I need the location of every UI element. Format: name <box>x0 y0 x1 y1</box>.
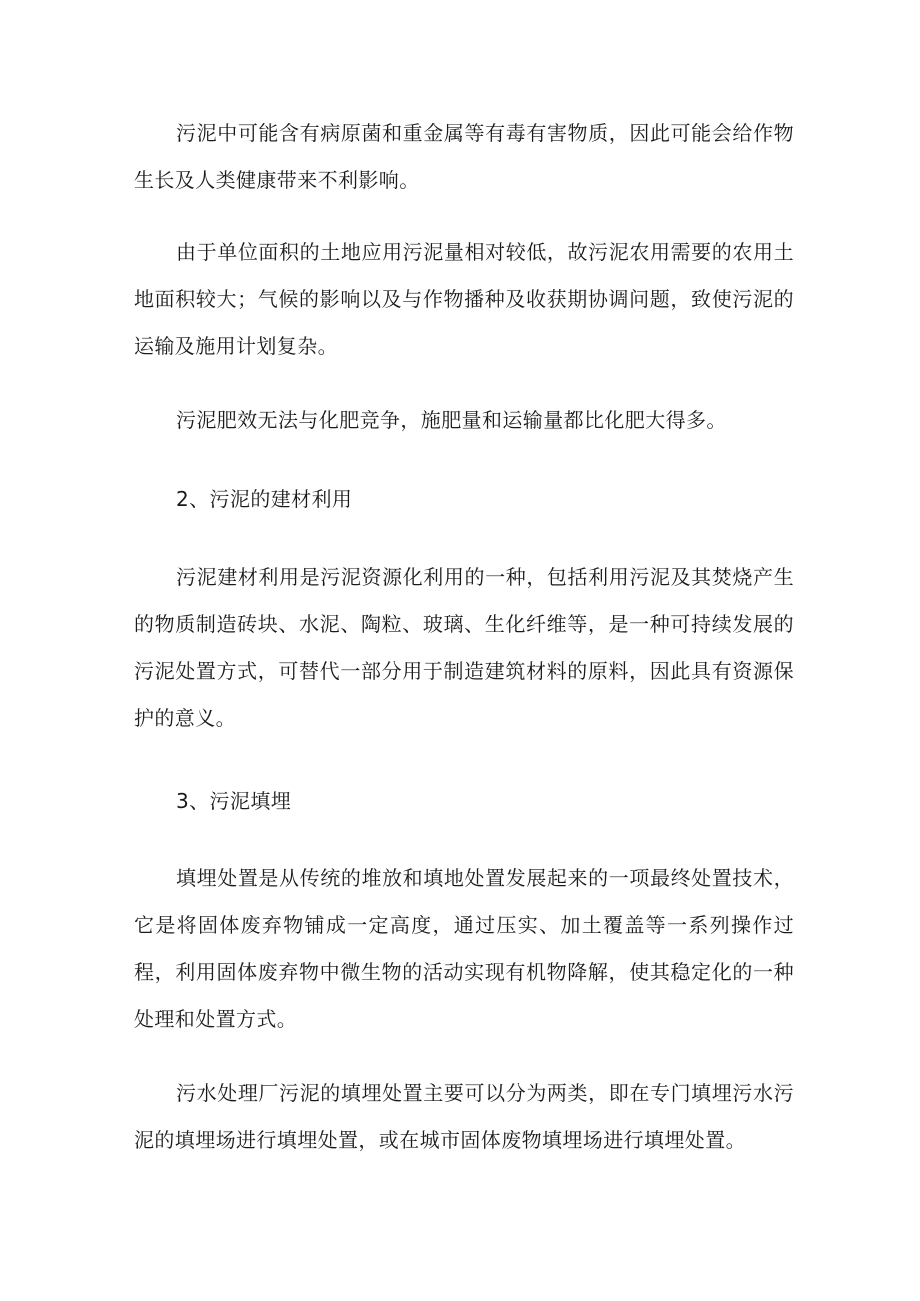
paragraph-building-materials: 污泥建材利用是污泥资源化利用的一种，包括利用污泥及其焚烧产生的物质制造砖块、水泥、陶粒、玻璃、生化纤维等，是一种可持续发展的污泥处置方式，可替代一部分用于制造建筑材料的原料，因此具有资源保护的意义。 <box>134 565 794 730</box>
paragraph-fertilizer-compare: 污泥肥效无法与化肥竞争，施肥量和运输量都比化肥大得多。 <box>176 408 727 432</box>
section-heading-building-materials: 2、污泥的建材利用 <box>176 487 353 511</box>
paragraph-landfill-types: 污水处理厂污泥的填埋处置主要可以分为两类，即在专门填埋污水污泥的填埋场进行填埋处置，或在城市固体废物填埋场进行填埋处置。 <box>134 1081 794 1152</box>
paragraph-land-area: 由于单位面积的土地应用污泥量相对较低，故污泥农用需要的农用土地面积较大；气候的影响以及与作物播种及收获期协调问题，致使污泥的运输及施用计划复杂。 <box>134 240 794 358</box>
paragraph-landfill-definition: 填埋处置是从传统的堆放和填地处置发展起来的一项最终处置技术，它是将固体废弃物铺成一定高度，通过压实、加土覆盖等一系列操作过程，利用固体废弃物中微生物的活动实现有机物降解，使其稳定化的一种处理和处置方式。 <box>134 866 794 1031</box>
paragraph-pathogen-risk: 污泥中可能含有病原菌和重金属等有毒有害物质，因此可能会给作物生长及人类健康带来不利影响。 <box>134 121 794 192</box>
section-heading-landfill: 3、污泥填埋 <box>176 789 292 813</box>
